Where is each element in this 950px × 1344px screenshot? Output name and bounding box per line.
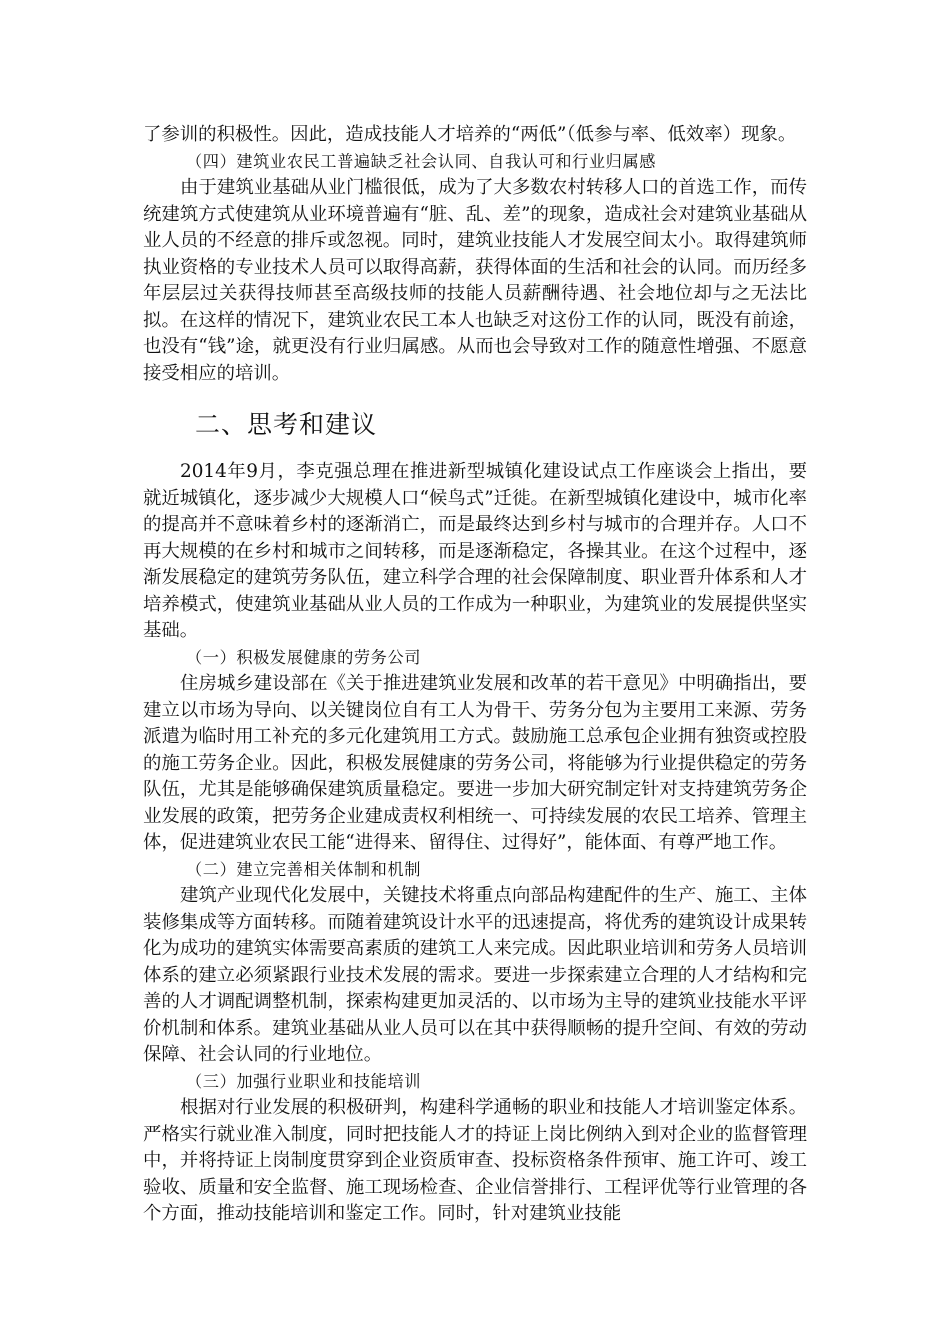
subsection-c-title: （三）加强行业职业和技能培训 — [186, 1071, 422, 1091]
continuation-paragraph: 了参训的积极性。因此，造成技能人才培养的“两低”（低参与率、低效率）现象。 — [143, 124, 797, 145]
subsection-4-paragraph: 由于建筑业基础从业门槛很低，成为了大多数农村转移人口的首选工作，而传统建筑方式使建筑从业环境普遍有“脏、乱、差”的现象，造成社会对建筑业基础从业人员的不经意的排斥或忽视。同时，建筑业技能人才发展空间太小。取得建筑师执业资格的专业技术人员可以取得高薪，获得体面的生活和社会的认同。而历经多年层层过关获得技师甚至高级技师的技能人员薪酬待遇、社会地位却与之无法比拟。在这样的情况下，建筑业农民工本人也缺乏对这份工作的认同，既没有前途，也没有“钱”途，就更没有行业归属感。从而也会导致对工作的随意性增强、不愿意接受相应的培训。 — [143, 177, 807, 384]
subsection-b-paragraph: 建筑产业现代化发展中，关键技术将重点向部品构建配件的生产、施工、主体装修集成等方面转移。而随着建筑设计水平的迅速提高，将优秀的建筑设计成果转化为成功的建筑实体需要高素质的建筑工人来完成。因此职业培训和劳务人员培训体系的建立必须紧跟行业技术发展的需求。要进一步探索建立合理的人才结构和完善的人才调配调整机制，探索构建更加灵活的、以市场为主导的建筑业技能水平评价机制和体系。建筑业基础从业人员可以在其中获得顺畅的提升空间、有效的劳动保障、社会认同的行业地位。 — [143, 885, 807, 1065]
section-2-heading: 二、思考和建议 — [195, 410, 378, 439]
section-2-intro-paragraph: 2014年9月，李克强总理在推进新型城镇化建设试点工作座谈会上指出，要就近城镇化，逐步减少大规模人口“候鸟式”迁徙。在新型城镇化建设中，城市化率的提高并不意味着乡村的逐渐消亡，而是最终达到乡村与城市的合理并存。人口不再大规模的在乡村和城市之间转移，而是逐渐稳定，各操其业。在这个过程中，逐渐发展稳定的建筑劳务队伍，建立科学合理的社会保障制度、职业晋升体系和人才培养模式，使建筑业基础从业人员的工作成为一种职业，为建筑业的发展提供坚实基础。 — [143, 461, 807, 641]
subsection-c-paragraph: 根据对行业发展的积极研判，构建科学通畅的职业和技能人才培训鉴定体系。严格实行就业准入制度，同时把技能人才的持证上岗比例纳入到对企业的监督管理中，并将持证上岗制度贯穿到企业资质审查、投标资格条件预审、施工许可、竣工验收、质量和安全监督、施工现场检查、企业信誉排行、工程评优等行业管理的各个方面，推动技能培训和鉴定工作。同时，针对建筑业技能 — [143, 1097, 807, 1224]
subsection-a-paragraph: 住房城乡建设部在《关于推进建筑业发展和改革的若干意见》中明确指出，要建立以市场为导向、以关键岗位自有工人为骨干、劳务分包为主要用工来源、劳务派遣为临时用工补充的多元化建筑用工方式。鼓励施工总承包企业拥有独资或控股的施工劳务企业。因此，积极发展健康的劳务公司，将能够为行业提供稳定的劳务队伍，尤其是能够确保建筑质量稳定。要进一步加大研究制定针对支持建筑劳务企业发展的政策，把劳务企业建成责权利相统一、可持续发展的农民工培养、管理主体，促进建筑业农民工能“进得来、留得住、过得好”，能体面、有尊严地工作。 — [143, 673, 807, 853]
subsection-a-title: （一）积极发展健康的劳务公司 — [186, 647, 422, 667]
subsection-4-title: （四）建筑业农民工普遍缺乏社会认同、自我认可和行业归属感 — [186, 151, 657, 171]
subsection-b-title: （二）建立完善相关体制和机制 — [186, 859, 422, 879]
document-page — [143, 122, 807, 1228]
